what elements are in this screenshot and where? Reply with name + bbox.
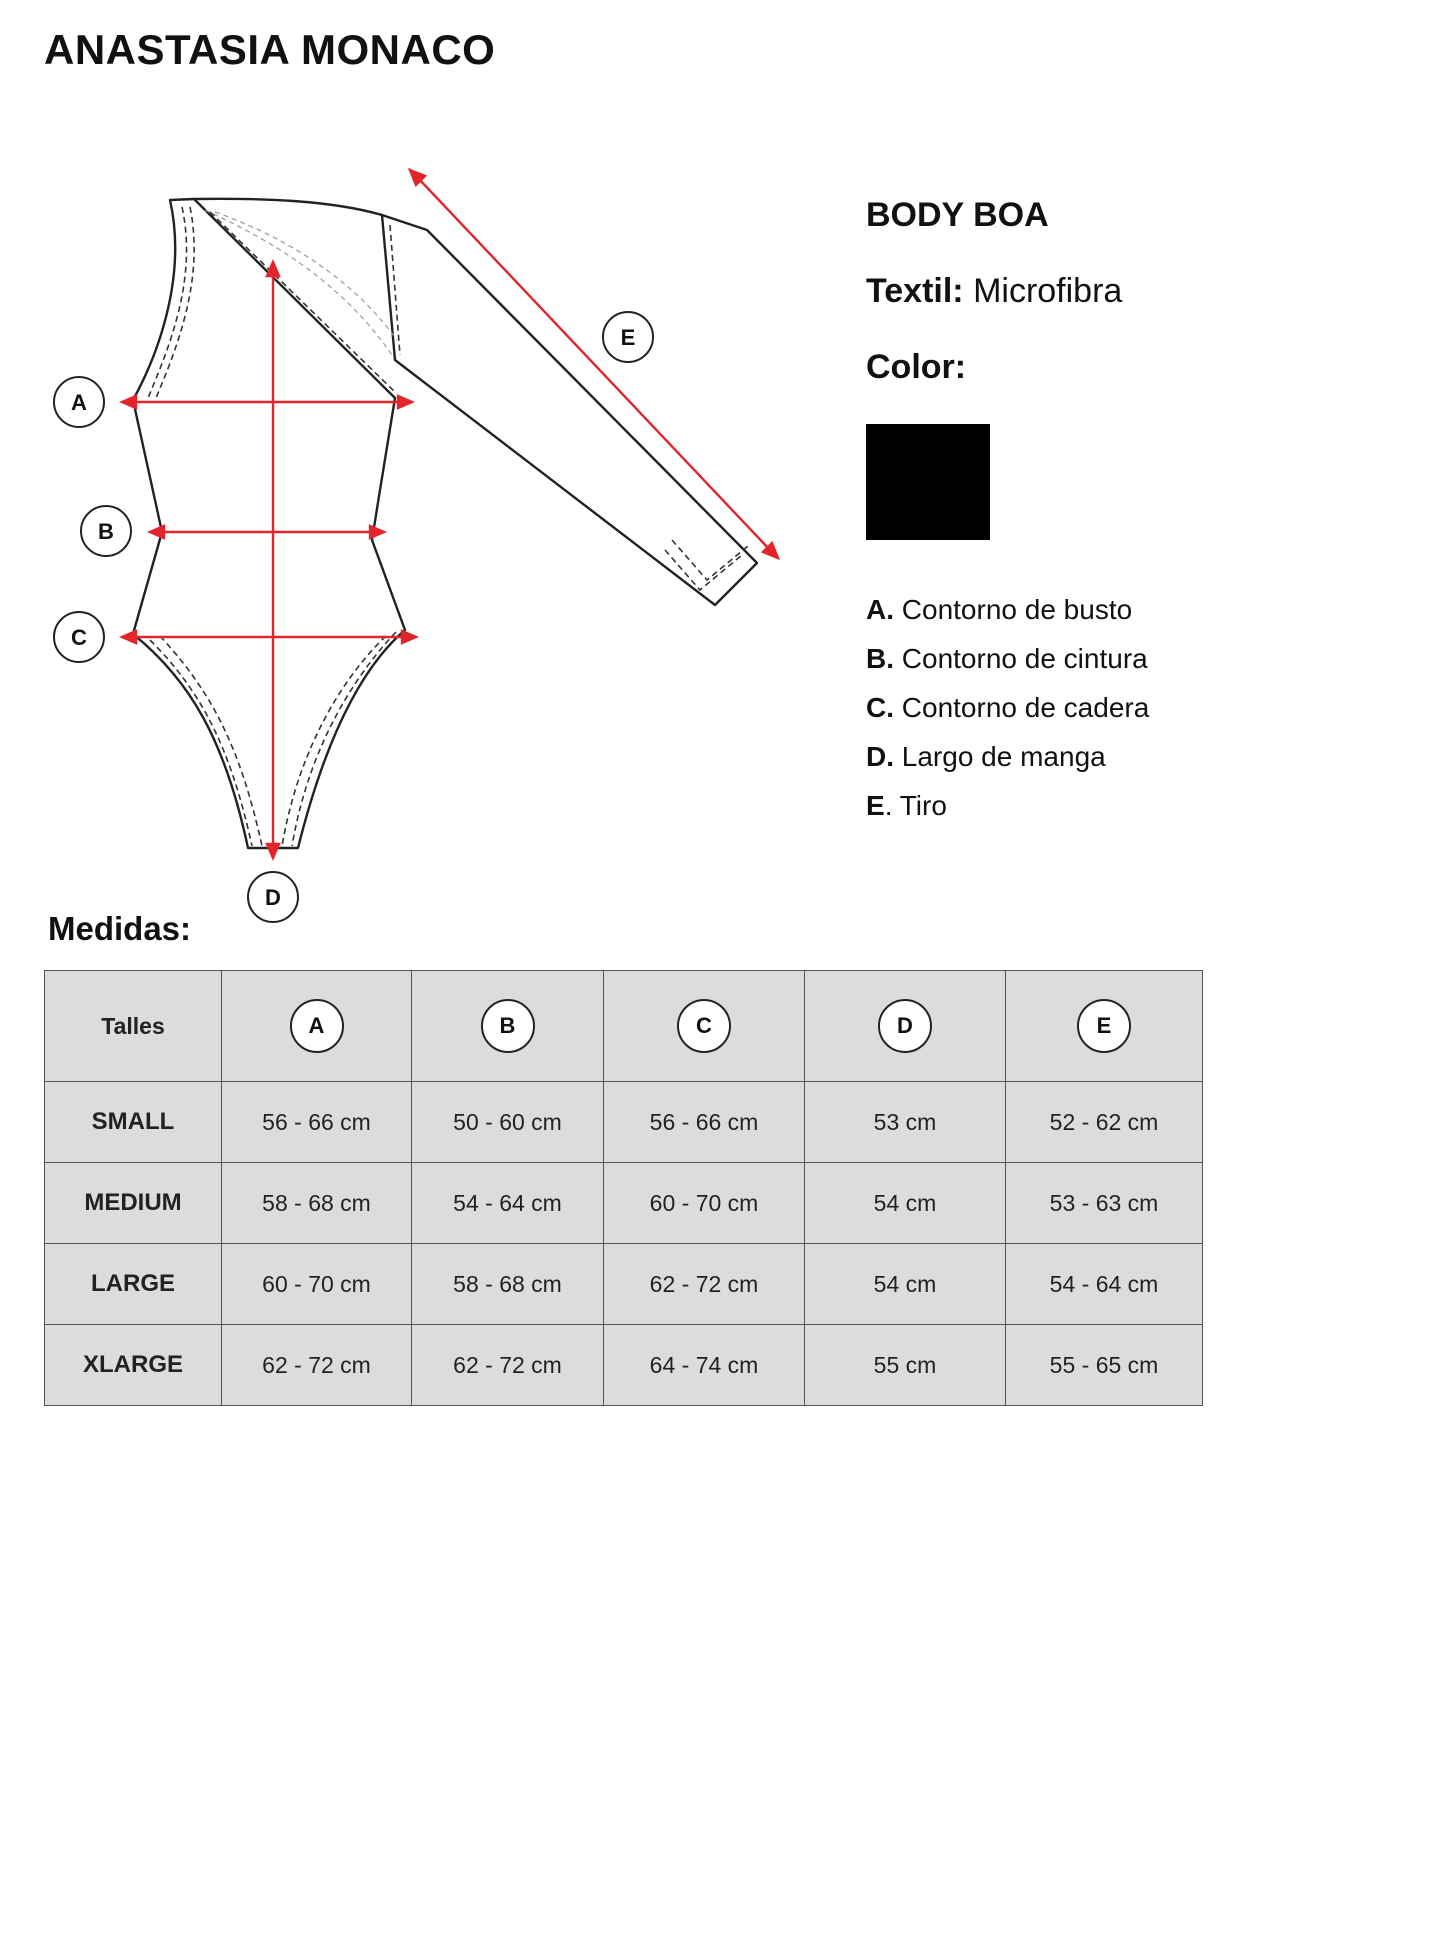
legend-item — [866, 643, 1149, 692]
table-cell: 58 - 68 cm — [222, 1163, 412, 1244]
header-circle: A — [290, 999, 344, 1053]
marker-B-label: B — [98, 519, 114, 544]
legend-text: . Tiro — [884, 790, 947, 821]
table-header-row — [45, 971, 1203, 1082]
textil-label: Textil: — [866, 272, 964, 310]
marker-A — [54, 377, 104, 427]
header-B — [412, 971, 604, 1082]
marker-D-label: D — [265, 885, 281, 910]
header-circle: B — [481, 999, 535, 1053]
garment-diagram — [0, 140, 820, 930]
table-cell: 50 - 60 cm — [412, 1082, 604, 1163]
table-cell: 58 - 68 cm — [412, 1244, 604, 1325]
size-cell: LARGE — [45, 1244, 222, 1325]
table-row — [45, 1325, 1203, 1406]
body-outline — [133, 199, 405, 848]
table-cell: 54 cm — [805, 1163, 1006, 1244]
table-cell: 64 - 74 cm — [604, 1325, 805, 1406]
marker-E-label: E — [620, 325, 636, 350]
table-cell: 62 - 72 cm — [222, 1325, 412, 1406]
measurement-legend — [866, 594, 1149, 839]
legend-text: Contorno de cadera — [901, 692, 1150, 723]
marker-E — [603, 312, 653, 362]
legend-item — [866, 741, 1149, 790]
header-D — [805, 971, 1006, 1082]
product-name: BODY BOA — [866, 196, 1049, 234]
table-cell: 56 - 66 cm — [604, 1082, 805, 1163]
table-cell: 53 - 63 cm — [1006, 1163, 1203, 1244]
color-label: Color: — [866, 348, 967, 386]
legend-item — [866, 790, 1149, 839]
table-cell: 54 - 64 cm — [1006, 1244, 1203, 1325]
table-cell: 54 - 64 cm — [412, 1163, 604, 1244]
table-cell: 53 cm — [805, 1082, 1006, 1163]
marker-A-label: A — [71, 390, 87, 415]
header-talles: Talles — [45, 971, 222, 1082]
table-cell: 54 cm — [805, 1244, 1006, 1325]
table-cell: 55 cm — [805, 1325, 1006, 1406]
marker-C — [54, 612, 104, 662]
header-A — [222, 971, 412, 1082]
table-row — [45, 1244, 1203, 1325]
size-cell: XLARGE — [45, 1325, 222, 1406]
legend-text: Contorno de cintura — [901, 643, 1148, 674]
table-cell: 55 - 65 cm — [1006, 1325, 1203, 1406]
marker-B — [81, 506, 131, 556]
header-circle: C — [677, 999, 731, 1053]
legend-key: C. — [866, 692, 894, 723]
legend-key: D. — [866, 741, 894, 772]
textil-line — [866, 272, 1122, 311]
marker-C-label: C — [71, 625, 87, 650]
size-table — [44, 970, 1203, 1406]
legend-text: Largo de manga — [901, 741, 1106, 772]
header-circle: E — [1077, 999, 1131, 1053]
table-cell: 62 - 72 cm — [412, 1325, 604, 1406]
table-cell: 62 - 72 cm — [604, 1244, 805, 1325]
legend-item — [866, 594, 1149, 643]
legend-item — [866, 692, 1149, 741]
legend-key: E — [866, 790, 885, 821]
table-title: Medidas: — [48, 910, 192, 947]
header-C — [604, 971, 805, 1082]
sleeve-outline — [382, 215, 757, 605]
table-row — [45, 1082, 1203, 1163]
header-circle: D — [878, 999, 932, 1053]
legend-key: A. — [866, 594, 894, 625]
table-cell: 60 - 70 cm — [222, 1244, 412, 1325]
textil-value: Microfibra — [973, 272, 1123, 310]
legend-text: Contorno de busto — [901, 594, 1133, 625]
marker-D — [248, 872, 298, 922]
color-swatch — [866, 424, 990, 540]
size-cell: SMALL — [45, 1082, 222, 1163]
table-row — [45, 1163, 1203, 1244]
brand-title: ANASTASIA MONACO — [44, 26, 496, 73]
table-cell: 52 - 62 cm — [1006, 1082, 1203, 1163]
table-cell: 56 - 66 cm — [222, 1082, 412, 1163]
header-E — [1006, 971, 1203, 1082]
size-cell: MEDIUM — [45, 1163, 222, 1244]
legend-key: B. — [866, 643, 894, 674]
table-cell: 60 - 70 cm — [604, 1163, 805, 1244]
